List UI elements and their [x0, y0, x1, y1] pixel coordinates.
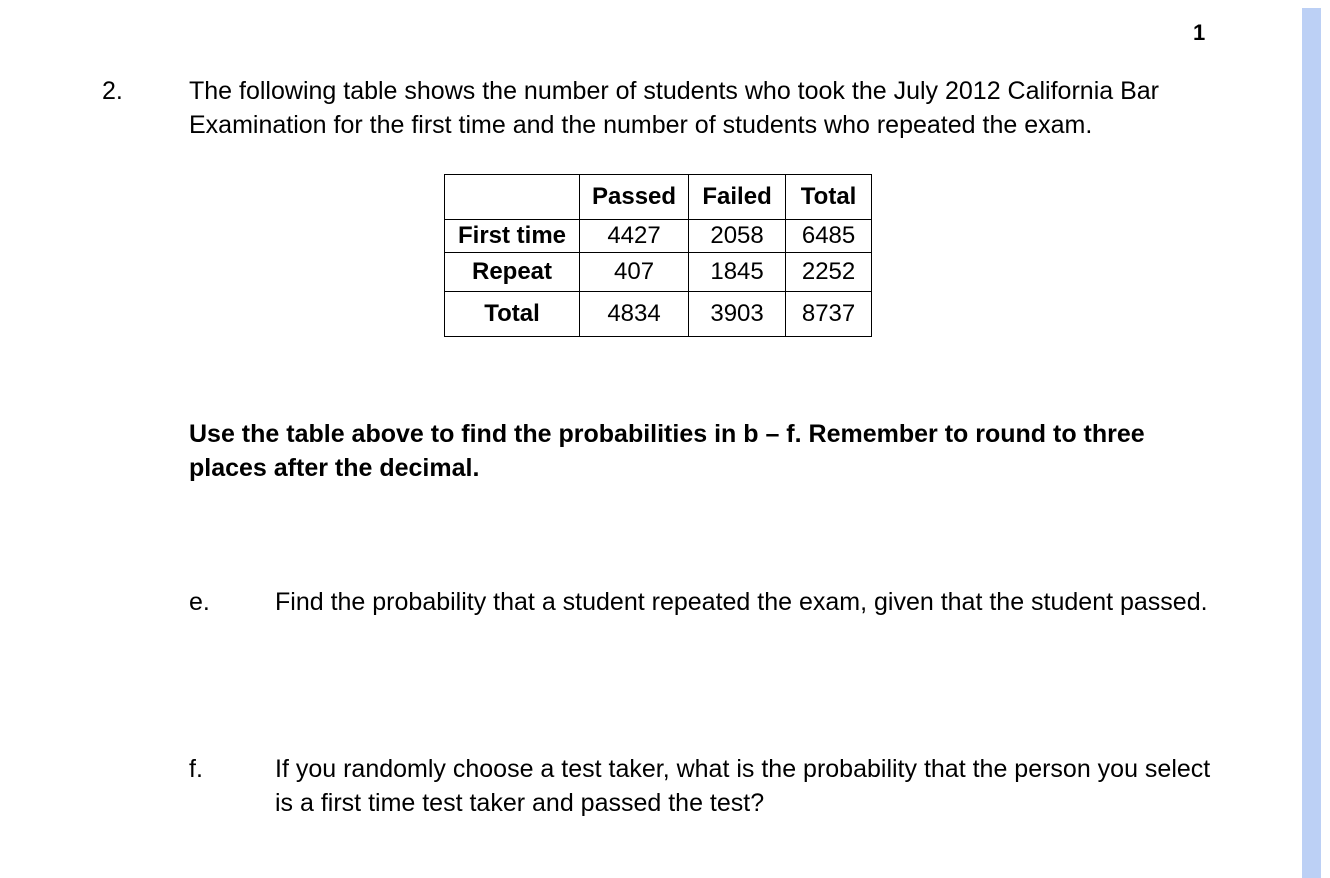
- part-e-letter: e.: [189, 588, 210, 616]
- part-f-text: If you randomly choose a test taker, what is the probability that the person you select is a first time test taker and passed the test?: [275, 755, 1211, 817]
- cell-first-time-passed: 4427: [580, 220, 689, 253]
- cell-first-time-total: 6485: [786, 220, 872, 253]
- row-header-total: Total: [445, 292, 580, 337]
- table-header-row: [445, 175, 872, 220]
- part-e-text: Find the probability that a student repeated the exam, given that the student passed.: [275, 588, 1208, 616]
- row-header-repeat: Repeat: [445, 253, 580, 292]
- column-header-total: Total: [786, 175, 872, 220]
- table-row: [445, 253, 872, 292]
- data-table: [444, 174, 872, 337]
- cell-first-time-failed: 2058: [689, 220, 786, 253]
- table-row: [445, 220, 872, 253]
- table-row: [445, 292, 872, 337]
- cell-repeat-failed: 1845: [689, 253, 786, 292]
- column-header-failed: Failed: [689, 175, 786, 220]
- part-f-letter: f.: [189, 755, 203, 783]
- question-text: The following table shows the number of students who took the July 2012 California Bar Examination for the first time and the number of students who repeated the exam.: [189, 77, 1159, 139]
- column-header-passed: Passed: [580, 175, 689, 220]
- scrollbar[interactable]: [1302, 8, 1321, 878]
- question-number: 2.: [102, 77, 123, 105]
- cell-total-failed: 3903: [689, 292, 786, 337]
- cell-repeat-passed: 407: [580, 253, 689, 292]
- instructions-text: Use the table above to find the probabilities in b – f. Remember to round to three places after the decimal.: [189, 420, 1145, 482]
- cell-total-total: 8737: [786, 292, 872, 337]
- cell-total-passed: 4834: [580, 292, 689, 337]
- row-header-first-time: First time: [445, 220, 580, 253]
- table-corner-cell: [445, 175, 580, 220]
- page-number: 1: [1193, 20, 1206, 45]
- cell-repeat-total: 2252: [786, 253, 872, 292]
